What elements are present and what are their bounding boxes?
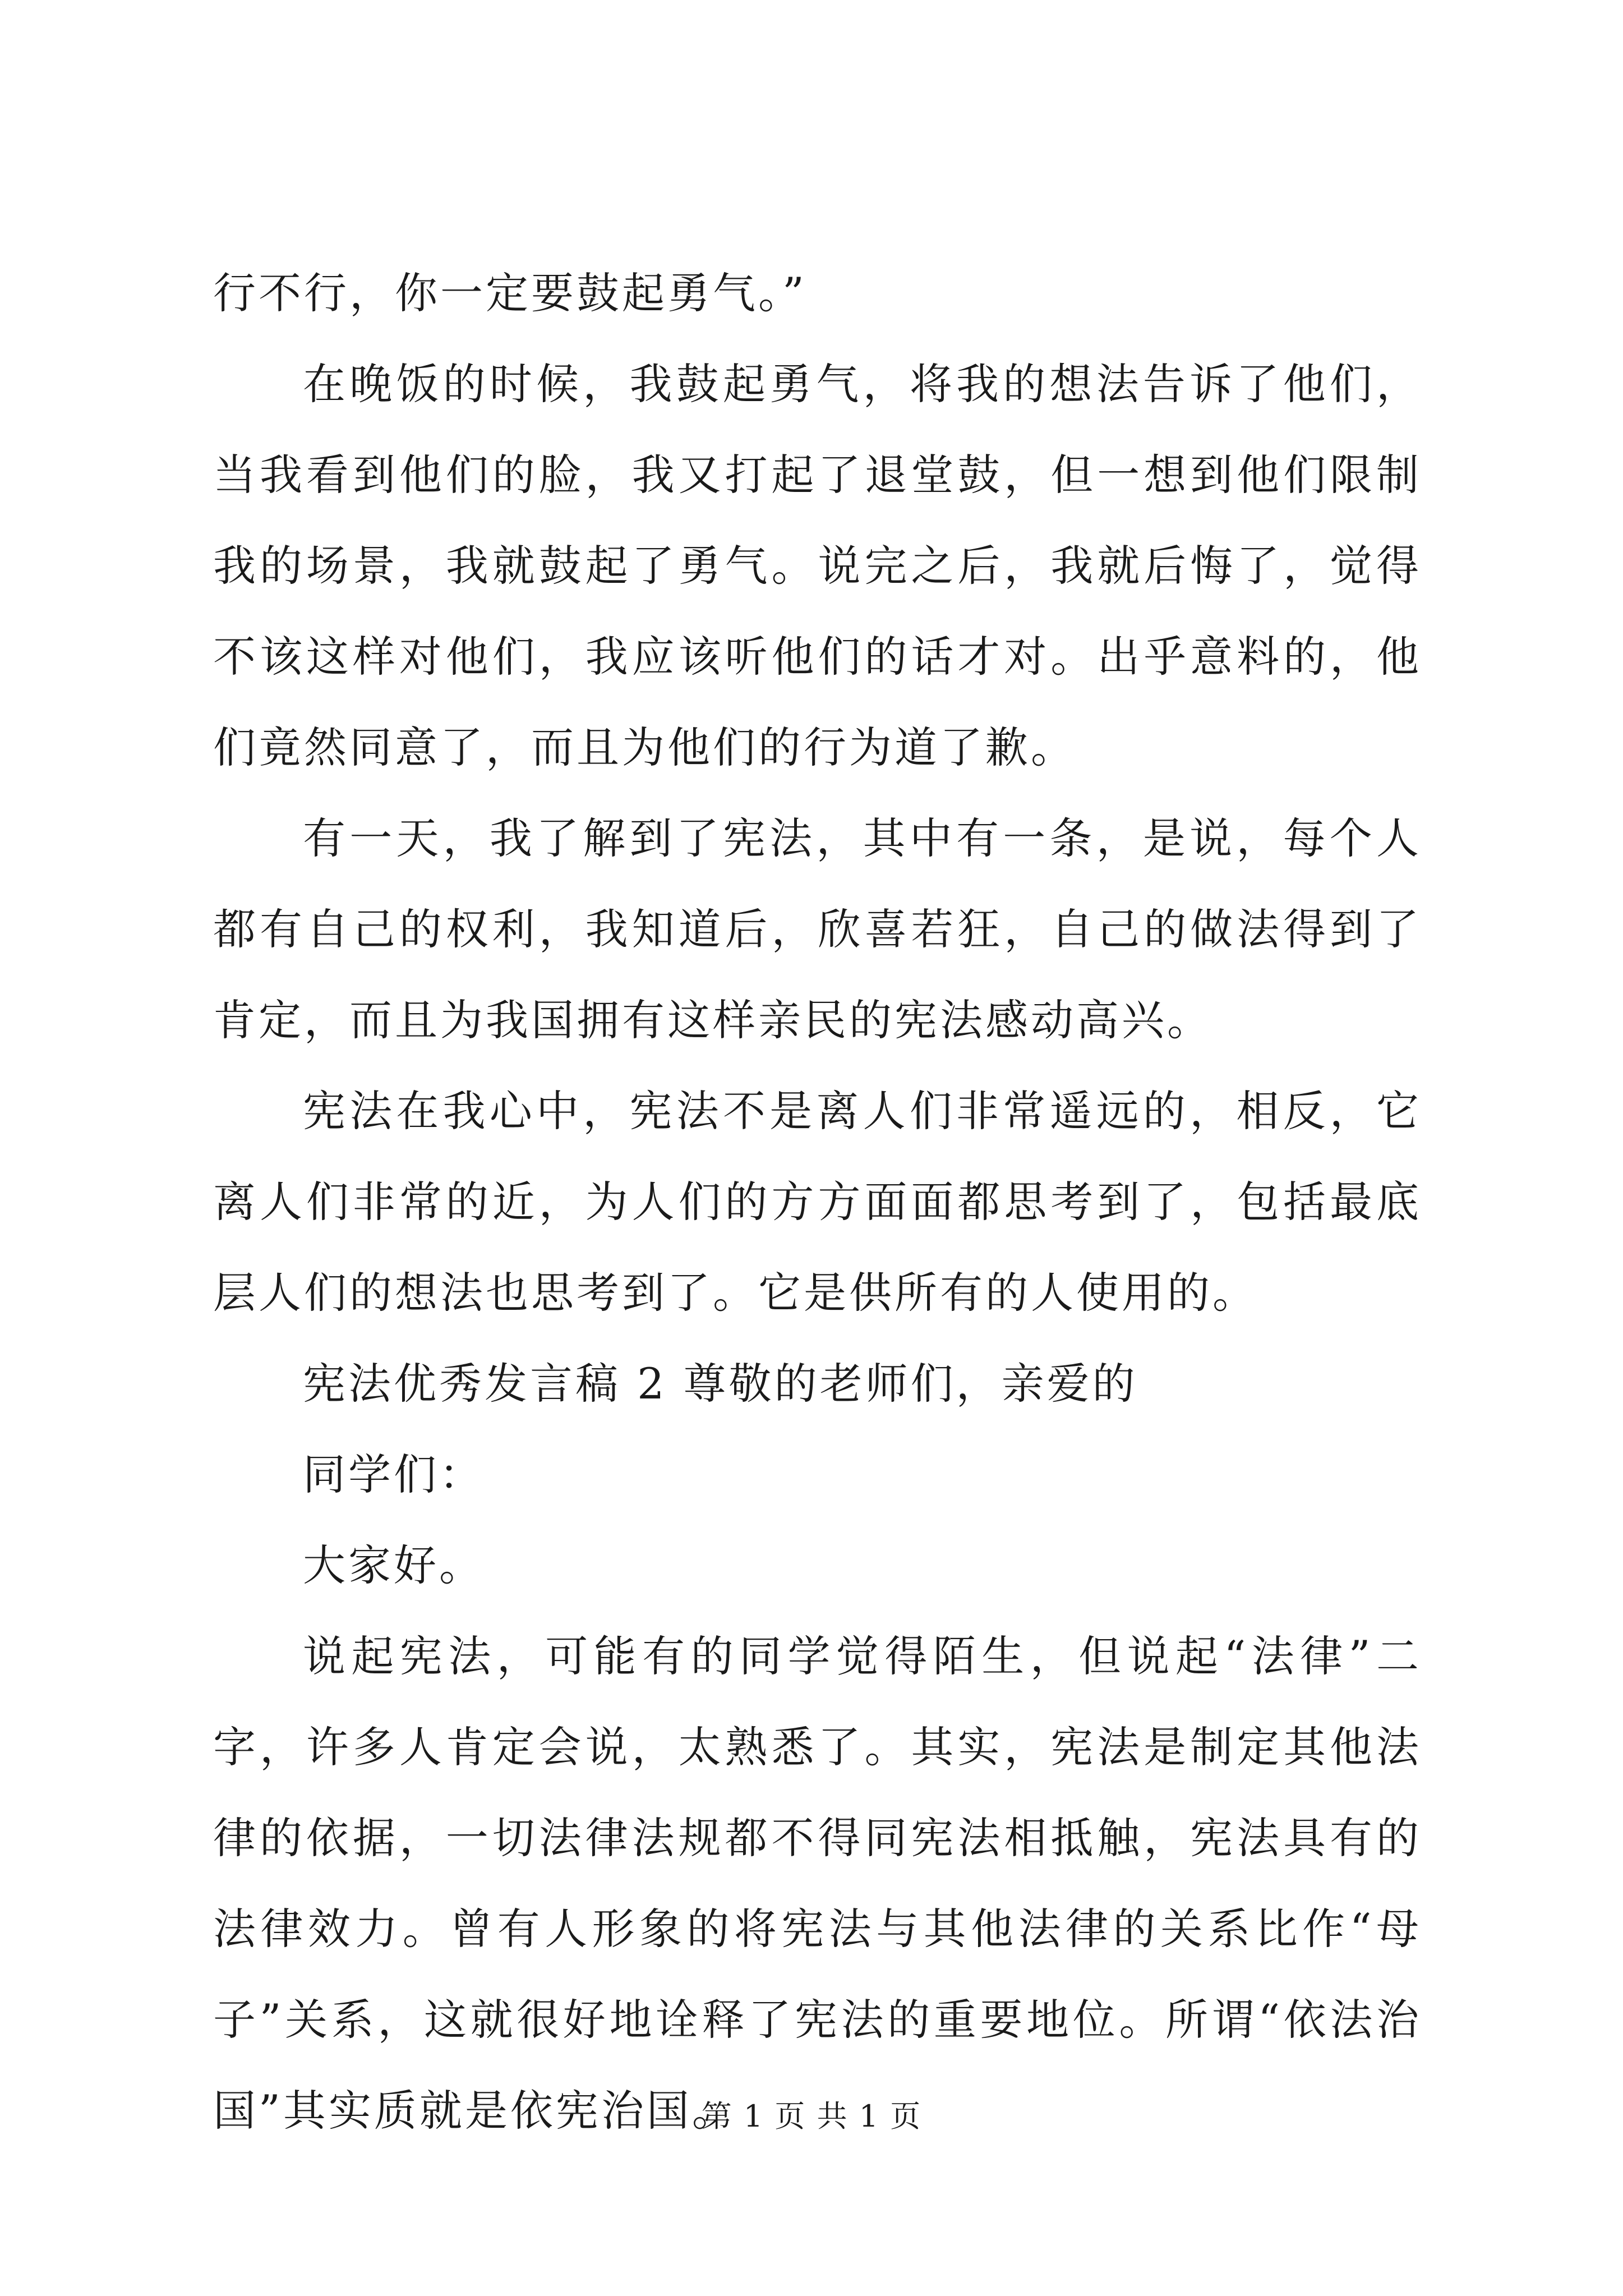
paragraph: 大家好。 <box>303 1540 485 1590</box>
paragraph: 宪法优秀发言稿 2 尊敬的老师们，亲爱的 <box>303 1359 1138 1409</box>
paragraph: 宪法在我心中，宪法不是离人们非常遥远的，相反，它离人们非常的近，为人们的方方面面都思考到了，包括最底层人们的想法也思考到了。它是供所有的人使用的。 <box>213 1086 1422 1318</box>
paragraph: 有一天，我了解到了宪法，其中有一条，是说，每个人都有自己的权利，我知道后，欣喜若狂，自己的做法得到了肯定，而且为我国拥有这样亲民的宪法感动高兴。 <box>213 813 1422 1045</box>
paragraph: 在晚饭的时候，我鼓起勇气，将我的想法告诉了他们，当我看到他们的脸，我又打起了退堂鼓，但一想到他们限制我的场景，我就鼓起了勇气。说完之后，我就后悔了，觉得不该这样对他们，我应该听他们的话才对。出乎意料的，他们竟然同意了，而且为他们的行为道了歉。 <box>213 359 1422 772</box>
paragraph: 行不行，你一定要鼓起勇气。” <box>213 268 807 318</box>
paragraph: 说起宪法，可能有的同学觉得陌生，但说起“法律”二字，许多人肯定会说，太熟悉了。其实，宪法是制定其他法律的依据，一切法律法规都不得同宪法相抵触，宪法具有的法律效力。曾有人形象的将宪法与其他法律的关系比作“母子”关系，这就很好地诠释了宪法的重要地位。所谓“依法治国”其实质就是依宪治国。 <box>213 1631 1422 2136</box>
page-footer: 第 1 页 共 1 页 <box>701 2099 922 2134</box>
paragraph: 同学们： <box>303 1450 485 1499</box>
document-body <box>213 248 1422 2156</box>
